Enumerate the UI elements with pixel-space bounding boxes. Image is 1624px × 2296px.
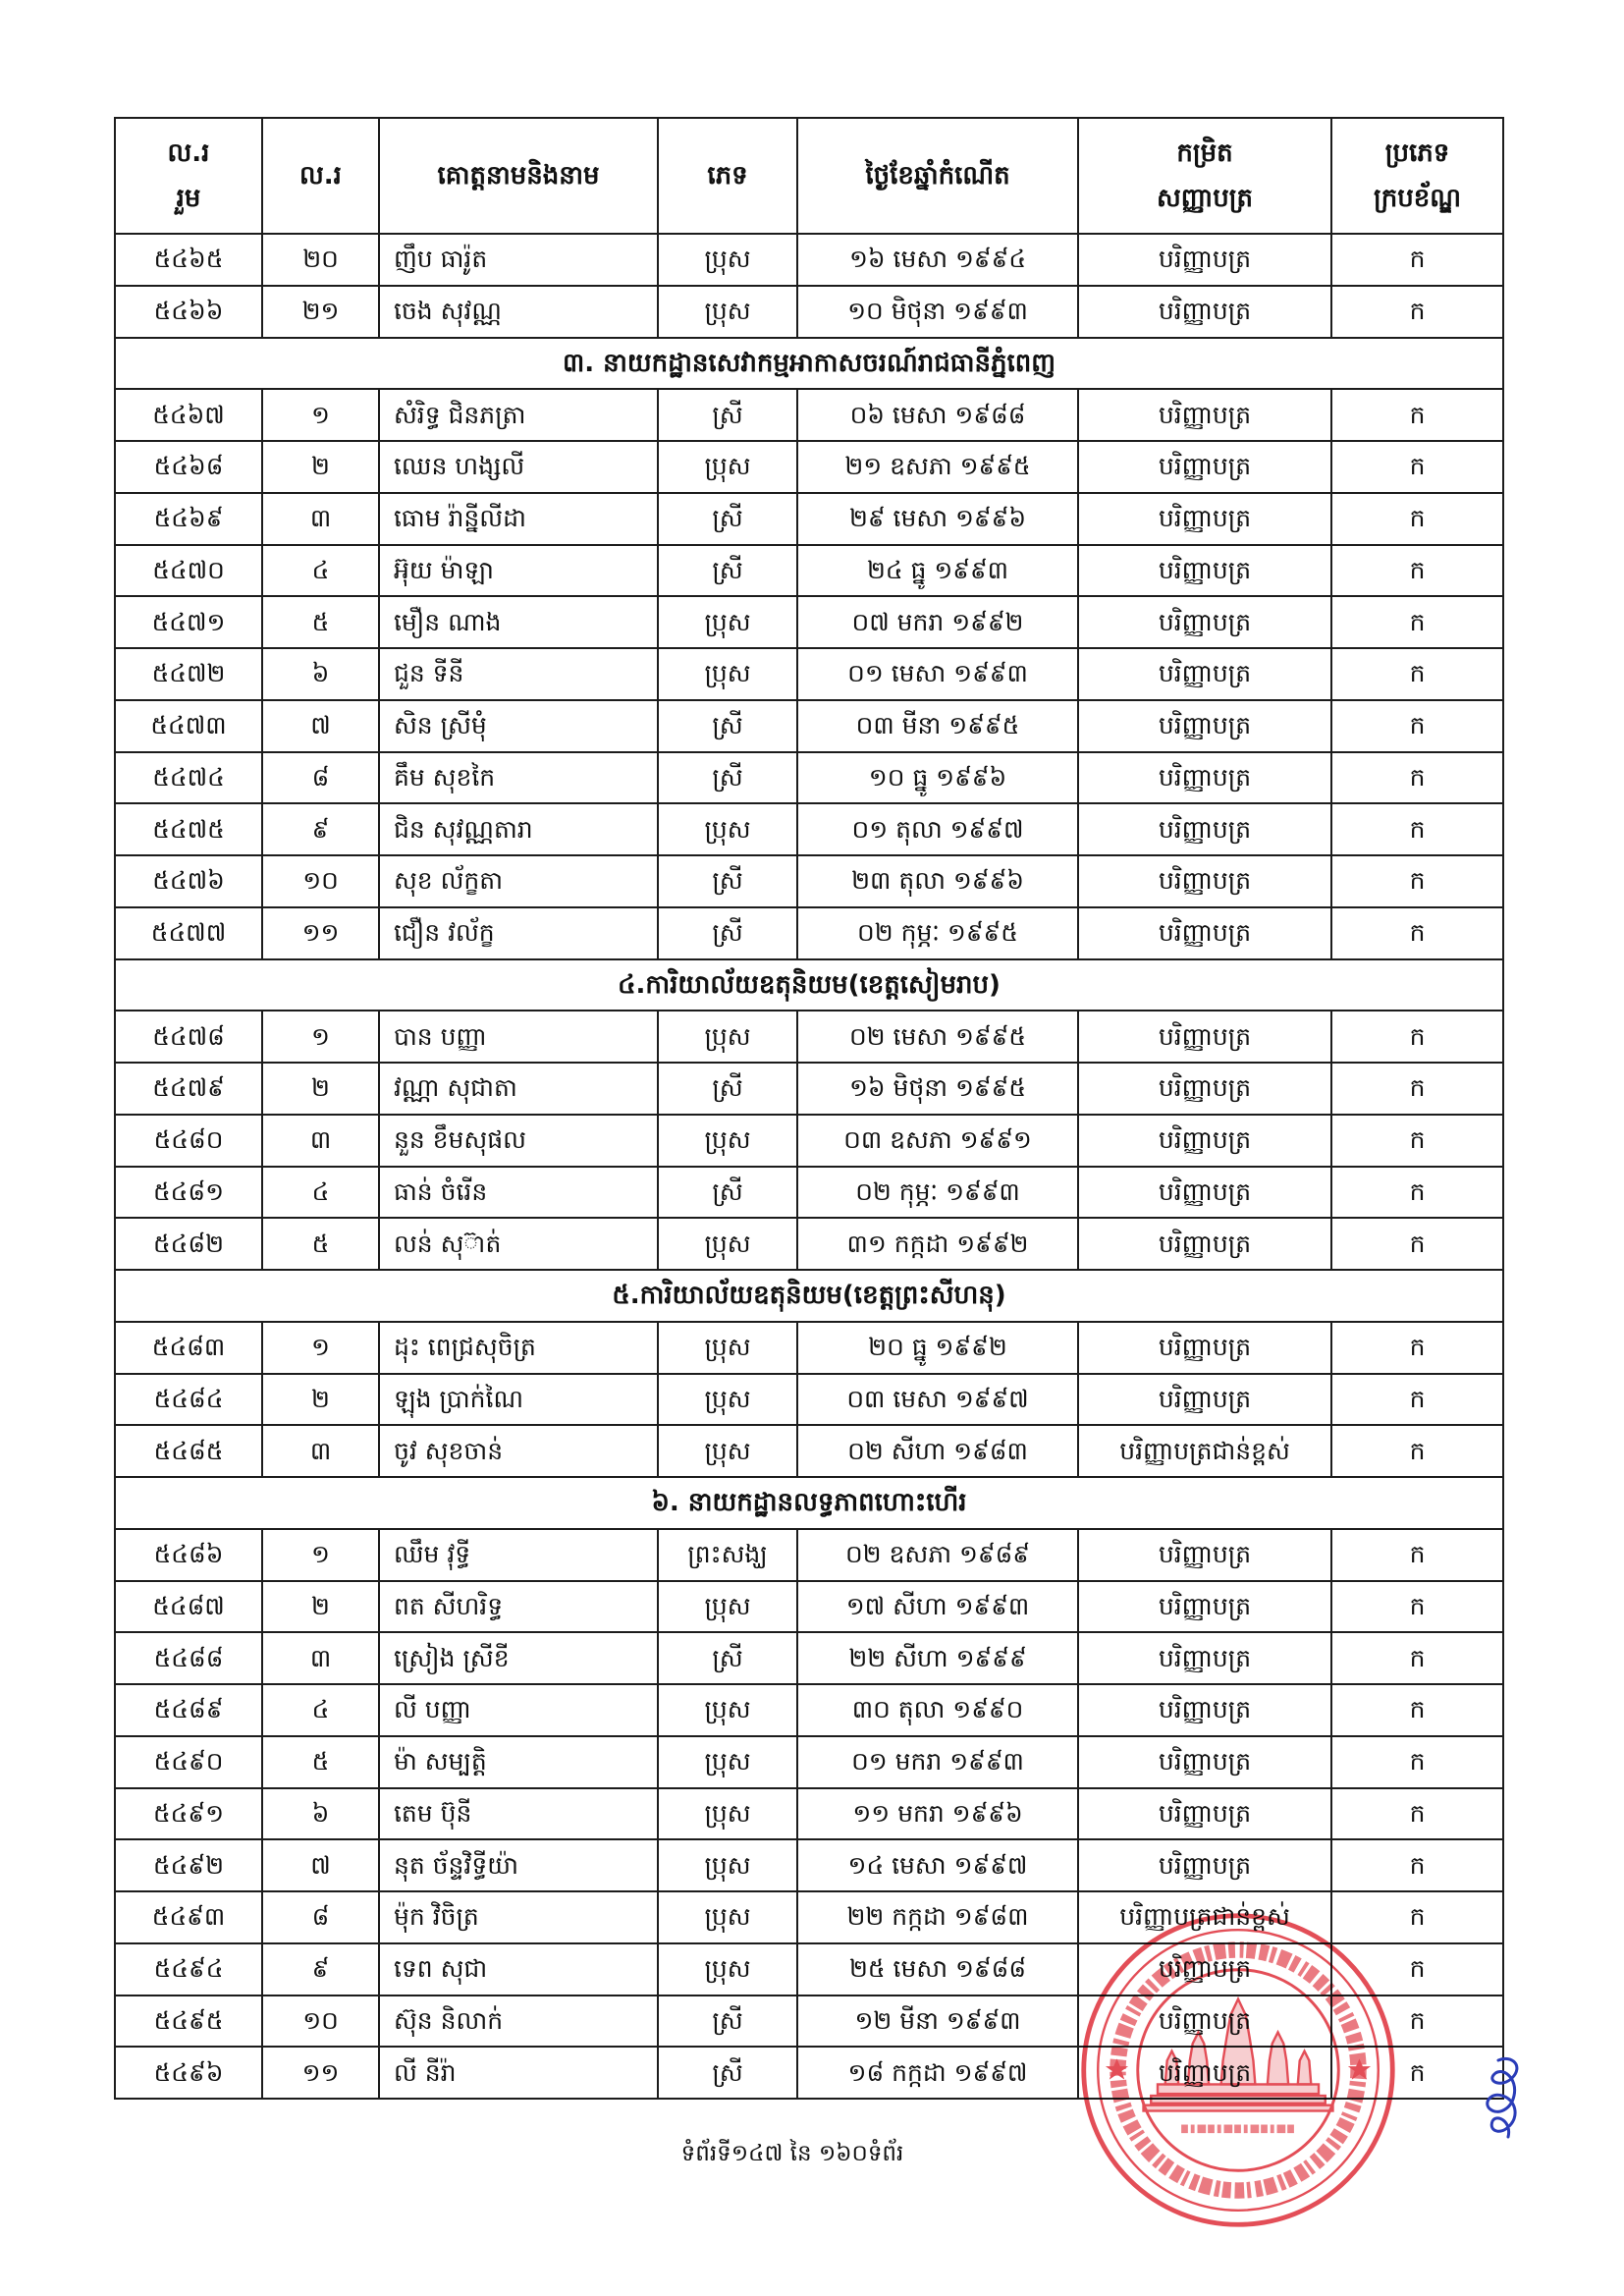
cell-degree: បរិញ្ញាបត្រ: [1078, 1322, 1331, 1374]
cell-total: ៥៤៦៨: [115, 441, 262, 493]
table-row: [115, 441, 1503, 493]
cell-degree: បរិញ្ញាបត្រ: [1078, 700, 1331, 752]
temple-right-tower: [1268, 2032, 1288, 2084]
cell-degree: បរិញ្ញាបត្រ: [1078, 752, 1331, 804]
cell-name: ឈេន ហង្សលី: [379, 441, 658, 493]
temple-base: [1144, 2105, 1333, 2111]
cell-name: មឿន ណាង: [379, 596, 658, 648]
cell-total: ៥៤៦៩: [115, 493, 262, 545]
section-title: ៦. នាយកដ្ឋានលទ្ធភាពហោះហើរ: [115, 1477, 1503, 1529]
cell-category: ក: [1331, 441, 1503, 493]
cell-no: ១១: [262, 907, 379, 959]
table-row: [115, 1167, 1503, 1219]
cell-no: ៥: [262, 1736, 379, 1788]
table-row: [115, 1736, 1503, 1788]
cell-total: ៥៤៨៧: [115, 1581, 262, 1633]
cell-degree: បរិញ្ញាបត្រ: [1078, 803, 1331, 855]
cell-name: ទេព សុជា: [379, 1943, 658, 1995]
cell-dob: ០២ កុម្ភៈ ១៩៩៣: [797, 1167, 1078, 1219]
cell-gender: ប្រុស: [658, 1943, 797, 1995]
cell-name: នួន ខឹមសុផល: [379, 1115, 658, 1167]
cell-category: ក: [1331, 545, 1503, 597]
cell-category: ក: [1331, 1011, 1503, 1063]
cell-category: ក: [1331, 234, 1503, 286]
cell-total: ៥៤៧៨: [115, 1011, 262, 1063]
cell-no: ៨: [262, 752, 379, 804]
cell-degree: បរិញ្ញាបត្រ: [1078, 441, 1331, 493]
cell-name: ឈឹម វុទ្ធី: [379, 1529, 658, 1581]
cell-degree: បរិញ្ញាបត្រ: [1078, 545, 1331, 597]
cell-total: ៥៤៧៩: [115, 1063, 262, 1115]
cell-name: បាន បញ្ញា: [379, 1011, 658, 1063]
cell-category: ក: [1331, 1632, 1503, 1684]
cell-dob: ០២ ឧសភា ១៩៨៩: [797, 1529, 1078, 1581]
cell-dob: ១៧ សីហា ១៩៩៣: [797, 1581, 1078, 1633]
cell-no: ១: [262, 1011, 379, 1063]
cell-no: ៨: [262, 1891, 379, 1943]
cell-no: ១: [262, 389, 379, 441]
cell-category: ក: [1331, 1115, 1503, 1167]
cell-name: សុខ ល័ក្ខតា: [379, 855, 658, 907]
header-gender: ភេទ: [658, 118, 797, 234]
cell-total: ៥៤៦៥: [115, 234, 262, 286]
cell-category: ក: [1331, 1425, 1503, 1477]
cell-dob: ១១ មករា ១៩៩៦: [797, 1788, 1078, 1840]
cell-degree: បរិញ្ញាបត្រ: [1078, 1995, 1331, 2048]
cell-dob: ០៣ ឧសភា ១៩៩១: [797, 1115, 1078, 1167]
cell-dob: ១៨ កក្កដា ១៩៩៧: [797, 2047, 1078, 2099]
candidate-list-table: [114, 117, 1504, 2100]
table-row: [115, 1632, 1503, 1684]
table-row: [115, 1529, 1503, 1581]
cell-total: ៥៤៩០: [115, 1736, 262, 1788]
table-row: [115, 648, 1503, 700]
cell-no: ២: [262, 441, 379, 493]
cell-gender: ប្រុស: [658, 648, 797, 700]
cell-no: ៤: [262, 545, 379, 597]
cell-total: ៥៤៨៤: [115, 1374, 262, 1426]
cell-no: ១: [262, 1529, 379, 1581]
cell-gender: ប្រុស: [658, 1788, 797, 1840]
cell-no: ៦: [262, 648, 379, 700]
cell-degree: បរិញ្ញាបត្រ: [1078, 1529, 1331, 1581]
cell-dob: ០១ មករា ១៩៩៣: [797, 1736, 1078, 1788]
table-row: [115, 1218, 1503, 1270]
table-row: [115, 1374, 1503, 1426]
cell-total: ៥៤៨២: [115, 1218, 262, 1270]
cell-category: ក: [1331, 1581, 1503, 1633]
cell-name: ចូវ សុខចាន់: [379, 1425, 658, 1477]
cell-dob: ០៧ មករា ១៩៩២: [797, 596, 1078, 648]
cell-total: ៥៤៨៣: [115, 1322, 262, 1374]
cell-category: ក: [1331, 1322, 1503, 1374]
cell-total: ៥៤៧២: [115, 648, 262, 700]
cell-dob: ០១ មេសា ១៩៩៣: [797, 648, 1078, 700]
header-row: [115, 118, 1503, 234]
cell-degree: បរិញ្ញាបត្រ: [1078, 1839, 1331, 1891]
cell-gender: ស្រី: [658, 2047, 797, 2099]
cell-name: ពត សីហរិទ្ធ: [379, 1581, 658, 1633]
cell-total: ៥៤៧០: [115, 545, 262, 597]
cell-gender: ស្រី: [658, 493, 797, 545]
cell-degree: បរិញ្ញាបត្រ: [1078, 907, 1331, 959]
cell-name: លី នីរ៉ា: [379, 2047, 658, 2099]
cell-category: ក: [1331, 2047, 1503, 2099]
cell-degree: បរិញ្ញាបត្រជាន់ខ្ពស់: [1078, 1425, 1331, 1477]
cell-category: ក: [1331, 1943, 1503, 1995]
header-date-of-birth: ថ្ងៃខែឆ្នាំកំណើត: [797, 118, 1078, 234]
cell-degree: បរិញ្ញាបត្រ: [1078, 596, 1331, 648]
table-row: [115, 545, 1503, 597]
cell-name: ស្រៀង ស្រីខី: [379, 1632, 658, 1684]
cell-total: ៥៤៨០: [115, 1115, 262, 1167]
cell-name: ម៉ុក វិចិត្រ: [379, 1891, 658, 1943]
table-row: [115, 752, 1503, 804]
cell-gender: ស្រី: [658, 700, 797, 752]
cell-name: លន់ សុ៊ាត់: [379, 1218, 658, 1270]
cell-no: ៣: [262, 1115, 379, 1167]
cell-name: លី បញ្ញា: [379, 1684, 658, 1736]
table-body: [115, 234, 1503, 2099]
cell-dob: ២២ កក្កដា ១៩៨៣: [797, 1891, 1078, 1943]
header-full-name: គោត្តនាមនិងនាម: [379, 118, 658, 234]
table-row: [115, 907, 1503, 959]
cell-no: ៥: [262, 596, 379, 648]
cell-total: ៥៤៧១: [115, 596, 262, 648]
cell-no: ៣: [262, 1425, 379, 1477]
cell-gender: ប្រុស: [658, 1218, 797, 1270]
cell-degree: បរិញ្ញាបត្រ: [1078, 389, 1331, 441]
cell-name: សិន ស្រីមុំ: [379, 700, 658, 752]
header-category-line1: ប្រភេទ: [1384, 138, 1450, 168]
header-category-line2: ក្របខ័ណ្ឌ: [1374, 184, 1461, 213]
table-row: [115, 855, 1503, 907]
table-row: [115, 700, 1503, 752]
table-row: [115, 1011, 1503, 1063]
cell-dob: ២៣ តុលា ១៩៩៦: [797, 855, 1078, 907]
cell-total: ៥៤៦៦: [115, 286, 262, 338]
cell-total: ៥៤៩៦: [115, 2047, 262, 2099]
cell-degree: បរិញ្ញាបត្រ: [1078, 493, 1331, 545]
cell-gender: ស្រី: [658, 1632, 797, 1684]
temple-left-tower: [1188, 2032, 1209, 2084]
cell-name: វណ្ណា សុជាតា: [379, 1063, 658, 1115]
signature-stroke: [1488, 2058, 1517, 2137]
cell-degree: បរិញ្ញាបត្រជាន់ខ្ពស់: [1078, 1891, 1331, 1943]
cell-dob: ០២ មេសា ១៩៩៥: [797, 1011, 1078, 1063]
header-total-number-line1: ល.រ: [167, 138, 210, 168]
cell-degree: បរិញ្ញាបត្រ: [1078, 286, 1331, 338]
temple-terrace: [1151, 2096, 1326, 2104]
cell-gender: ប្រុស: [658, 1322, 797, 1374]
cell-no: ២: [262, 1063, 379, 1115]
cell-total: ៥៤៨៩: [115, 1684, 262, 1736]
cell-dob: ១៦ មិថុនា ១៩៩៥: [797, 1063, 1078, 1115]
cell-category: ក: [1331, 648, 1503, 700]
cell-name: ធាន់ ចំរើន: [379, 1167, 658, 1219]
cell-total: ៥៤៧៣: [115, 700, 262, 752]
cell-dob: ១៤ មេសា ១៩៩៧: [797, 1839, 1078, 1891]
section-heading-row: [115, 959, 1503, 1011]
table-row: [115, 234, 1503, 286]
cell-degree: បរិញ្ញាបត្រ: [1078, 1581, 1331, 1633]
cell-total: ៥៤៧៤: [115, 752, 262, 804]
header-total-number-line2: រួម: [176, 184, 201, 213]
cell-gender: ស្រី: [658, 545, 797, 597]
cell-degree: បរិញ្ញាបត្រ: [1078, 1632, 1331, 1684]
temple-icon: [1144, 1999, 1333, 2111]
cell-name: ធោម រ៉ាន្នីលីដា: [379, 493, 658, 545]
cell-category: ក: [1331, 1529, 1503, 1581]
cell-gender: ប្រុស: [658, 1891, 797, 1943]
temple-outer-right-tower: [1298, 2051, 1312, 2085]
cell-gender: ប្រុស: [658, 1115, 797, 1167]
temple-outer-left-tower: [1165, 2051, 1179, 2085]
table-row: [115, 389, 1503, 441]
header-degree-line1: កម្រិត: [1176, 138, 1233, 168]
cell-dob: ២២ សីហា ១៩៩៩: [797, 1632, 1078, 1684]
cell-gender: ប្រុស: [658, 1839, 797, 1891]
cell-gender: ប្រុស: [658, 1374, 797, 1426]
header-total-number: [115, 118, 262, 234]
cell-dob: ០៣ មេសា ១៩៩៧: [797, 1374, 1078, 1426]
cell-category: ក: [1331, 803, 1503, 855]
cell-name: ជឿន វល័ក្ខ: [379, 907, 658, 959]
cell-category: ក: [1331, 855, 1503, 907]
cell-name: ជួន ទីនី: [379, 648, 658, 700]
cell-category: ក: [1331, 1218, 1503, 1270]
cell-category: ក: [1331, 1167, 1503, 1219]
cell-category: ក: [1331, 1788, 1503, 1840]
cell-no: ២: [262, 1374, 379, 1426]
cell-no: ៤: [262, 1684, 379, 1736]
cell-gender: ស្រី: [658, 1995, 797, 2048]
cell-degree: បរិញ្ញាបត្រ: [1078, 1063, 1331, 1115]
cell-no: ៧: [262, 1839, 379, 1891]
cell-gender: ស្រី: [658, 389, 797, 441]
cell-name: នុត ច័ន្ទវិទ្ធីយ៉ា: [379, 1839, 658, 1891]
cell-dob: ០៣ មីនា ១៩៩៥: [797, 700, 1078, 752]
cell-no: ៦: [262, 1788, 379, 1840]
cell-degree: បរិញ្ញាបត្រ: [1078, 1218, 1331, 1270]
cell-no: ៣: [262, 493, 379, 545]
cell-category: ក: [1331, 596, 1503, 648]
section-title: ៥.ការិយាល័យឧតុនិយម(ខេត្តព្រះសីហនុ): [115, 1270, 1503, 1322]
table-row: [115, 1788, 1503, 1840]
cell-no: ២០: [262, 234, 379, 286]
cell-category: ក: [1331, 700, 1503, 752]
cell-category: ក: [1331, 1736, 1503, 1788]
cell-gender: ប្រុស: [658, 1425, 797, 1477]
cell-no: ១០: [262, 855, 379, 907]
section-title: ៣. នាយកដ្ឋានសេវាកម្មអាកាសចរណ៍រាជធានីភ្នំពេញ: [115, 338, 1503, 390]
cell-name: គឹម សុខកៃ: [379, 752, 658, 804]
cell-total: ៥៤៨១: [115, 1167, 262, 1219]
section-heading-row: [115, 1477, 1503, 1529]
cell-gender: ប្រុស: [658, 1581, 797, 1633]
cell-category: ក: [1331, 1891, 1503, 1943]
cell-dob: ១៦ មេសា ១៩៩៤: [797, 234, 1078, 286]
cell-dob: ៣១ កក្កដា ១៩៩២: [797, 1218, 1078, 1270]
cell-dob: ២១ ឧសភា ១៩៩៥: [797, 441, 1078, 493]
cell-name: ស៊ុន និលាក់: [379, 1995, 658, 2048]
cell-gender: ប្រុស: [658, 803, 797, 855]
page-number: ទំព័រទី១៤៧ នៃ ១៦០ទំព័រ: [680, 2141, 904, 2166]
cell-gender: ប្រុស: [658, 441, 797, 493]
cell-total: ៥៤៩៤: [115, 1943, 262, 1995]
cell-total: ៥៤៨៦: [115, 1529, 262, 1581]
cell-no: ១០: [262, 1995, 379, 2048]
cell-dob: ១០ មិថុនា ១៩៩៣: [797, 286, 1078, 338]
cell-total: ៥៤៩១: [115, 1788, 262, 1840]
cell-category: ក: [1331, 1684, 1503, 1736]
cell-degree: បរិញ្ញាបត្រ: [1078, 648, 1331, 700]
cell-total: ៥៤៩២: [115, 1839, 262, 1891]
cell-category: ក: [1331, 907, 1503, 959]
cell-degree: បរិញ្ញាបត្រ: [1078, 1167, 1331, 1219]
temple-gallery: [1158, 2084, 1319, 2094]
cell-degree: បរិញ្ញាបត្រ: [1078, 1943, 1331, 1995]
cell-category: ក: [1331, 1839, 1503, 1891]
cell-dob: ១២ មីនា ១៩៩៣: [797, 1995, 1078, 2048]
cell-category: ក: [1331, 389, 1503, 441]
cell-degree: បរិញ្ញាបត្រ: [1078, 1736, 1331, 1788]
signature-icon: [1469, 2052, 1532, 2146]
table-row: [115, 1322, 1503, 1374]
table-row: [115, 1063, 1503, 1115]
table-row: [115, 803, 1503, 855]
cell-total: ៥៤៨៥: [115, 1425, 262, 1477]
cell-name: អ៊ុយ ម៉ាឡា: [379, 545, 658, 597]
cell-dob: ០២ សីហា ១៩៨៣: [797, 1425, 1078, 1477]
cell-gender: ស្រី: [658, 1063, 797, 1115]
cell-dob: ៣០ តុលា ១៩៩០: [797, 1684, 1078, 1736]
cell-degree: បរិញ្ញាបត្រ: [1078, 1684, 1331, 1736]
cell-gender: ស្រី: [658, 907, 797, 959]
cell-gender: ប្រុស: [658, 1736, 797, 1788]
section-title: ៤.ការិយាល័យឧតុនិយម(ខេត្តសៀមរាប): [115, 959, 1503, 1011]
cell-gender: ស្រី: [658, 752, 797, 804]
section-heading-row: [115, 338, 1503, 390]
cell-total: ៥៤៧៦: [115, 855, 262, 907]
cell-dob: ២៥ មេសា ១៩៨៨: [797, 1943, 1078, 1995]
header-category: [1331, 118, 1503, 234]
cell-gender: ប្រុស: [658, 1011, 797, 1063]
cell-degree: បរិញ្ញាបត្រ: [1078, 1115, 1331, 1167]
cell-degree: បរិញ្ញាបត្រ: [1078, 234, 1331, 286]
cell-gender: ប្រុស: [658, 1684, 797, 1736]
cell-no: ៤: [262, 1167, 379, 1219]
candidate-list-table-wrapper: [114, 117, 1502, 2100]
cell-total: ៥៤៩៥: [115, 1995, 262, 2048]
cell-gender: ស្រី: [658, 1167, 797, 1219]
cell-no: ៩: [262, 1943, 379, 1995]
cell-category: ក: [1331, 1063, 1503, 1115]
cell-gender: ស្រី: [658, 855, 797, 907]
cell-category: ក: [1331, 493, 1503, 545]
cell-no: ៧: [262, 700, 379, 752]
cell-dob: ២៩ មេសា ១៩៩៦: [797, 493, 1078, 545]
cell-degree: បរិញ្ញាបត្រ: [1078, 2047, 1331, 2099]
cell-no: ៩: [262, 803, 379, 855]
cell-gender: ព្រះសង្ឃ: [658, 1529, 797, 1581]
cell-category: ក: [1331, 1374, 1503, 1426]
cell-no: ២១: [262, 286, 379, 338]
cell-no: ២: [262, 1581, 379, 1633]
cell-name: ដុះ ពេជ្រសុចិត្រ: [379, 1322, 658, 1374]
cell-degree: បរិញ្ញាបត្រ: [1078, 1374, 1331, 1426]
cell-degree: បរិញ្ញាបត្រ: [1078, 855, 1331, 907]
table-row: [115, 493, 1503, 545]
table-row: [115, 1115, 1503, 1167]
cell-name: ម៉ា សម្បត្តិ: [379, 1736, 658, 1788]
cell-no: ៣: [262, 1632, 379, 1684]
header-degree-line2: សញ្ញាបត្រ: [1156, 184, 1253, 213]
table-row: [115, 596, 1503, 648]
cell-no: ១: [262, 1322, 379, 1374]
cell-total: ៥៤៨៨: [115, 1632, 262, 1684]
cell-gender: ប្រុស: [658, 596, 797, 648]
cell-name: ជិន សុវណ្ណតារា: [379, 803, 658, 855]
cell-total: ៥៤៩៣: [115, 1891, 262, 1943]
cell-category: ក: [1331, 1995, 1503, 2048]
cell-degree: បរិញ្ញាបត្រ: [1078, 1788, 1331, 1840]
cell-dob: ០១ តុលា ១៩៩៧: [797, 803, 1078, 855]
cell-dob: ០២ កុម្ភៈ ១៩៩៥: [797, 907, 1078, 959]
table-row: [115, 1581, 1503, 1633]
cell-no: ៥: [262, 1218, 379, 1270]
cell-total: ៥៤៦៧: [115, 389, 262, 441]
table-row: [115, 286, 1503, 338]
cell-dob: ១០ ធ្នូ ១៩៩៦: [797, 752, 1078, 804]
section-heading-row: [115, 1270, 1503, 1322]
cell-total: ៥៤៧៧: [115, 907, 262, 959]
cell-no: ១១: [262, 2047, 379, 2099]
cell-gender: ប្រុស: [658, 234, 797, 286]
cell-degree: បរិញ្ញាបត្រ: [1078, 1011, 1331, 1063]
cell-dob: ២៤ ធ្នូ ១៩៩៣: [797, 545, 1078, 597]
cell-category: ក: [1331, 752, 1503, 804]
cell-name: សំរិទ្ធ ជិនភត្រា: [379, 389, 658, 441]
cell-gender: ប្រុស: [658, 286, 797, 338]
cell-dob: ២០ ធ្នូ ១៩៩២: [797, 1322, 1078, 1374]
header-number: ល.រ: [262, 118, 379, 234]
cell-name: ឡុង ប្រាក់ណៃ: [379, 1374, 658, 1426]
temple-central-tower: [1221, 1999, 1256, 2085]
cell-name: តេម ប៊ុនី: [379, 1788, 658, 1840]
cell-total: ៥៤៧៥: [115, 803, 262, 855]
cell-category: ក: [1331, 286, 1503, 338]
official-seal-icon: [1077, 1909, 1399, 2231]
cell-dob: ០៦ មេសា ១៩៨៨: [797, 389, 1078, 441]
header-degree-level: [1078, 118, 1331, 234]
table-row: [115, 1425, 1503, 1477]
table-row: [115, 1684, 1503, 1736]
cell-name: ញឹប ធារ៉ូត: [379, 234, 658, 286]
cell-name: ចេង សុវណ្ណ: [379, 286, 658, 338]
table-row: [115, 1839, 1503, 1891]
